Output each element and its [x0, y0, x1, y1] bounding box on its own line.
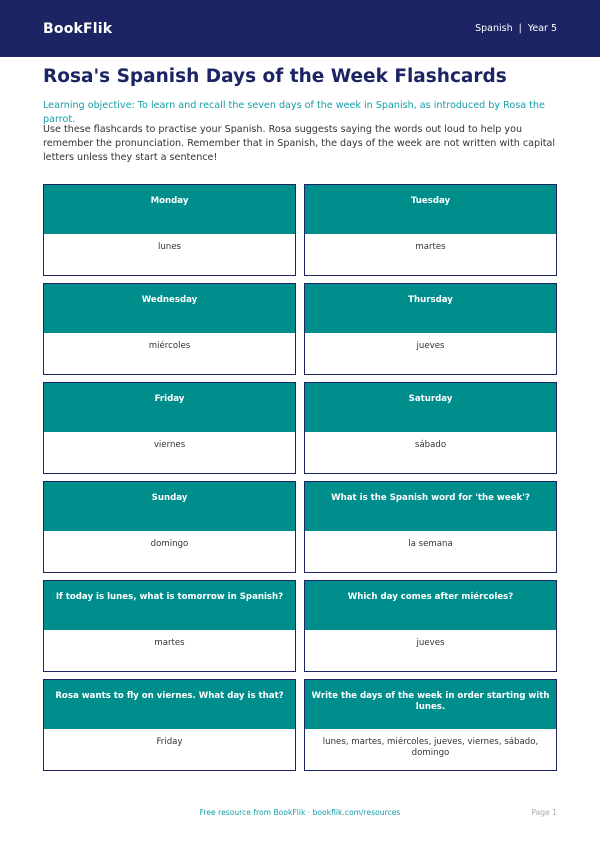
- flashcard-front: Monday: [44, 185, 295, 234]
- flashcard-back: la semana: [305, 531, 556, 572]
- brand-logo[interactable]: BookFlik: [43, 20, 113, 37]
- flashcard[interactable]: [43, 481, 296, 573]
- flashcard-front: Write the days of the week in order starting with lunes.: [305, 680, 556, 729]
- top-banner: [0, 0, 600, 57]
- page-number: Page 1: [531, 808, 557, 817]
- flashcard[interactable]: [43, 679, 296, 771]
- flashcard-grid: [43, 184, 557, 771]
- footer-link[interactable]: Free resource from BookFlik · bookflik.com/resources: [199, 808, 401, 817]
- page-title: Rosa's Spanish Days of the Week Flashcards: [43, 66, 507, 87]
- flashcard-front: Which day comes after miércoles?: [305, 581, 556, 630]
- flashcard-back: miércoles: [44, 333, 295, 374]
- breadcrumb-separator: |: [518, 23, 522, 34]
- flashcard-back: Friday: [44, 729, 295, 770]
- flashcard[interactable]: [304, 481, 557, 573]
- flashcard[interactable]: [43, 283, 296, 375]
- flashcard-back: lunes, martes, miércoles, jueves, viernes, sábado, domingo: [305, 729, 556, 770]
- breadcrumb: [475, 23, 557, 34]
- flashcard-front: What is the Spanish word for 'the week'?: [305, 482, 556, 531]
- flashcard[interactable]: [304, 283, 557, 375]
- flashcard-back: martes: [305, 234, 556, 275]
- flashcard-front: If today is lunes, what is tomorrow in Spanish?: [44, 581, 295, 630]
- flashcard[interactable]: [43, 184, 296, 276]
- subject-label: Spanish: [475, 23, 513, 34]
- flashcard-front: Thursday: [305, 284, 556, 333]
- flashcard-back: viernes: [44, 432, 295, 473]
- flashcard-back: lunes: [44, 234, 295, 275]
- flashcard-back: domingo: [44, 531, 295, 572]
- flashcard-back: sábado: [305, 432, 556, 473]
- flashcard-front: Wednesday: [44, 284, 295, 333]
- intro-paragraph: Use these flashcards to practise your Spanish. Rosa suggests saying the words out loud to help you remember the pronunciation. Remember that in Spanish, the days of the week are not written with capital letters unless they start a sentence!: [43, 124, 556, 163]
- flashcard[interactable]: [43, 580, 296, 672]
- flashcard-front: Sunday: [44, 482, 295, 531]
- flashcard-front: Friday: [44, 383, 295, 432]
- flashcard-front: Saturday: [305, 383, 556, 432]
- flashcard-back: jueves: [305, 630, 556, 671]
- flashcard-back: jueves: [305, 333, 556, 374]
- year-label: Year 5: [527, 23, 557, 34]
- flashcard-front: Rosa wants to fly on viernes. What day is that?: [44, 680, 295, 729]
- flashcard-front: Tuesday: [305, 185, 556, 234]
- flashcard[interactable]: [304, 580, 557, 672]
- flashcard[interactable]: [43, 382, 296, 474]
- learning-objective: Learning objective: To learn and recall the seven days of the week in Spanish, as introduced by Rosa the parrot.: [43, 100, 545, 125]
- flashcard-back: martes: [44, 630, 295, 671]
- flashcard[interactable]: [304, 679, 557, 771]
- flashcard[interactable]: [304, 184, 557, 276]
- flashcard[interactable]: [304, 382, 557, 474]
